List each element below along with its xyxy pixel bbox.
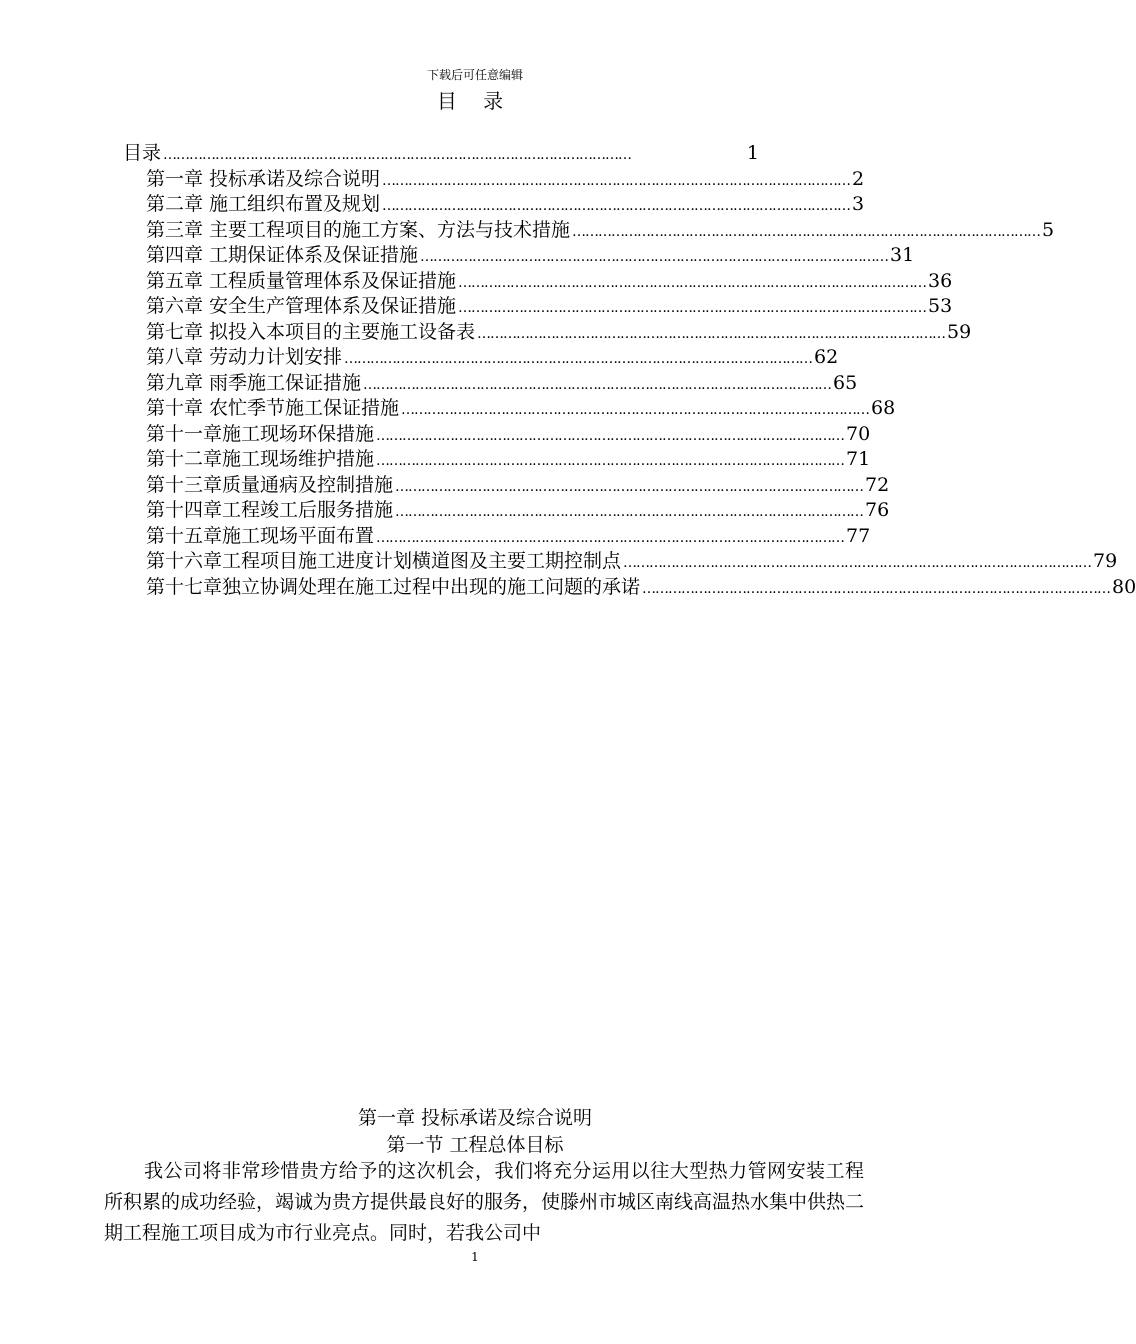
toc-entry[interactable] [146, 370, 858, 396]
toc-entry-label: 第十章 农忙季节施工保证措施 [146, 397, 400, 419]
toc-leader-dots: ……………………………………………………………………………………………… [376, 428, 845, 444]
toc-leader-dots: ……………………………………………………………………………………………… [572, 224, 1041, 240]
toc-leader-dots: ……………………………………………………………………………………………… [420, 249, 889, 265]
toc-entry-page: 36 [928, 270, 953, 292]
toc-entry-label: 第一章 投标承诺及综合说明 [146, 168, 381, 190]
toc-entry-label: 第七章 拟投入本项目的主要施工设备表 [146, 321, 476, 343]
toc-entry-label: 第十一章施工现场环保措施 [146, 423, 375, 445]
toc-entry[interactable] [146, 523, 871, 549]
toc-entry[interactable] [146, 446, 871, 472]
toc-leader-dots: ……………………………………………………………………………………………… [395, 504, 864, 520]
toc-entry-label: 第十七章独立协调处理在施工过程中出现的施工问题的承诺 [146, 576, 641, 598]
toc-entry[interactable] [146, 548, 1118, 574]
toc-entry-label: 目录 [123, 142, 162, 164]
toc-entry-page: 1 [746, 142, 759, 164]
toc-entry[interactable] [123, 140, 759, 166]
body-paragraph: 我公司将非常珍惜贵方给予的这次机会，我们将充分运用以往大型热力管网安装工程所积累的成功经验，竭诚为贵方提供最良好的服务，使滕州市城区南线高温热水集中供热二期工程施工项目成为市行业亮点。同时，若我公司中 [104, 1160, 865, 1244]
toc-entry-page: 62 [814, 346, 839, 368]
toc-entry-page: 71 [846, 448, 871, 470]
toc-entry-label: 第十四章工程竣工后服务措施 [146, 499, 394, 521]
toc-leader-dots: ……………………………………………………………………………………………… [458, 275, 927, 291]
toc-title: 目 录 [436, 89, 514, 113]
toc-leader-dots: ……………………………………………………………………………………………… [623, 555, 1092, 571]
toc-leader-dots: ……………………………………………………………………………………………… [382, 198, 851, 214]
toc-entry-page: 2 [852, 168, 865, 190]
toc-leader-dots: ……………………………………………………………………………………………… [363, 377, 832, 393]
toc-entry-label: 第四章 工期保证体系及保证措施 [146, 244, 419, 266]
chapter-title: 第一章 投标承诺及综合说明 [357, 1107, 593, 1129]
toc-entry[interactable] [146, 497, 890, 523]
toc-leader-dots: ……………………………………………………………………………………………… [395, 479, 864, 495]
toc-leader-dots: ……………………………………………………………………………………………… [163, 147, 632, 163]
toc-leader-dots: ……………………………………………………………………………………………… [376, 530, 845, 546]
toc-entry-page: 76 [865, 499, 890, 521]
toc-entry[interactable] [146, 293, 953, 319]
toc-entry[interactable] [146, 421, 871, 447]
toc-entry[interactable] [146, 242, 915, 268]
toc-leader-dots: ……………………………………………………………………………………………… [344, 351, 813, 367]
toc-entry-page: 31 [890, 244, 915, 266]
toc-leader-dots: ……………………………………………………………………………………………… [401, 402, 870, 418]
toc-entry-label: 第六章 安全生产管理体系及保证措施 [146, 295, 457, 317]
toc-entry-label: 第十五章施工现场平面布置 [146, 525, 375, 547]
toc-entry-page: 77 [846, 525, 871, 547]
toc-entry-label: 第十六章工程项目施工进度计划横道图及主要工期控制点 [146, 550, 622, 572]
toc-entry-page: 68 [871, 397, 896, 419]
toc-entry[interactable] [146, 268, 953, 294]
toc-entry[interactable] [146, 319, 972, 345]
toc-entry[interactable] [146, 395, 896, 421]
toc-entry-page: 80 [1112, 576, 1136, 598]
toc-entry[interactable] [146, 472, 890, 498]
toc-entry-page: 72 [865, 474, 890, 496]
toc-entry-label: 第二章 施工组织布置及规划 [146, 193, 381, 215]
toc-entry-label: 第三章 主要工程项目的施工方案、方法与技术措施 [146, 219, 571, 241]
toc-entry-page: 59 [947, 321, 972, 343]
section-title: 第一节 工程总体目标 [386, 1134, 564, 1156]
toc-entry-page: 3 [852, 193, 865, 215]
toc-entry-page: 5 [1042, 219, 1055, 241]
toc-entry-label: 第五章 工程质量管理体系及保证措施 [146, 270, 457, 292]
toc-entry-page: 79 [1093, 550, 1118, 572]
toc-entry-label: 第十三章质量通病及控制措施 [146, 474, 394, 496]
toc-leader-dots: ……………………………………………………………………………………………… [458, 300, 927, 316]
toc-leader-dots: ……………………………………………………………………………………………… [642, 581, 1111, 597]
toc-entry-label: 第八章 劳动力计划安排 [146, 346, 343, 368]
page-number: 1 [471, 1250, 479, 1264]
toc-entry-label: 第十二章施工现场维护措施 [146, 448, 375, 470]
toc-entry[interactable] [146, 166, 865, 192]
toc-entry[interactable] [146, 217, 1055, 243]
header-note: 下载后可任意编辑 [426, 68, 523, 82]
toc-entry[interactable] [146, 574, 1136, 600]
toc-leader-dots: ……………………………………………………………………………………………… [382, 173, 851, 189]
toc-entry-label: 第九章 雨季施工保证措施 [146, 372, 362, 394]
toc-leader-dots: ……………………………………………………………………………………………… [477, 326, 946, 342]
toc-entry[interactable] [146, 344, 839, 370]
toc-entry[interactable] [146, 191, 865, 217]
toc-entry-page: 65 [833, 372, 858, 394]
toc-leader-dots: ……………………………………………………………………………………………… [376, 453, 845, 469]
toc-entry-page: 53 [928, 295, 953, 317]
toc-entry-page: 70 [846, 423, 871, 445]
